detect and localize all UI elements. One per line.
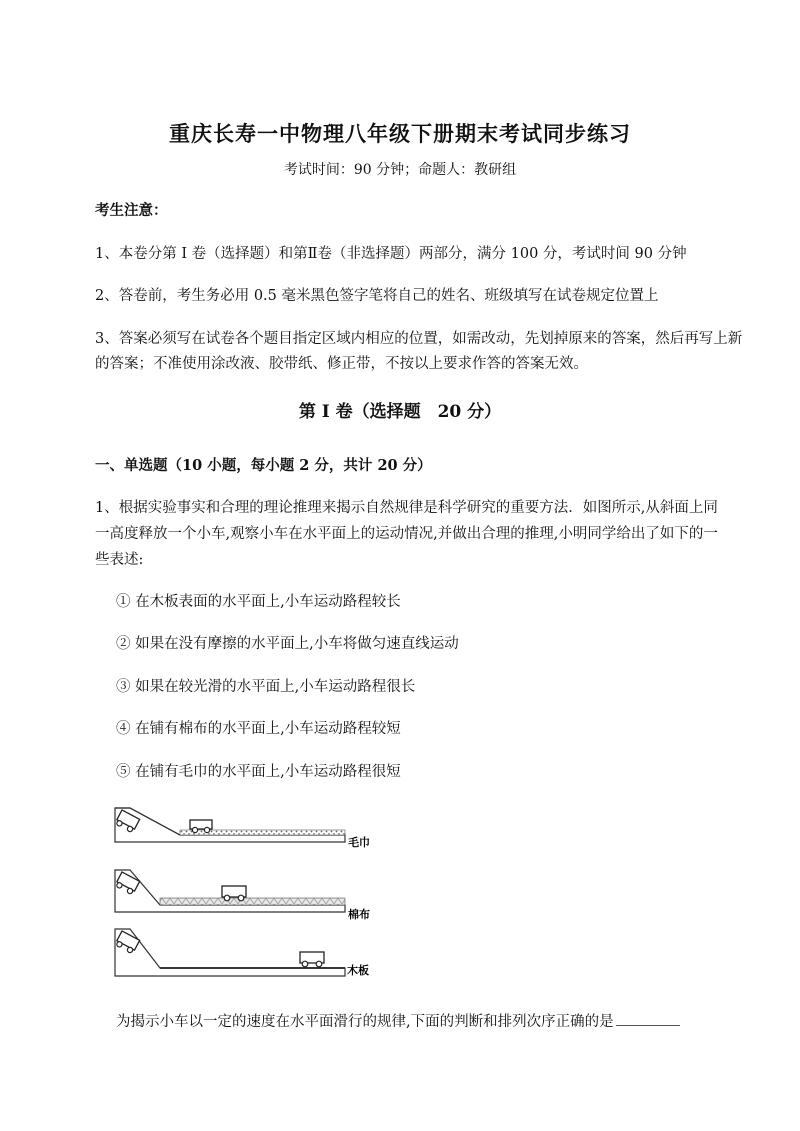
exam-info: 考试时间：90 分钟；命题人：教研组: [283, 162, 517, 178]
notice-item-3-cont: 的答案；不准使用涂改液、胶带纸、修正带，不按以上要求作答的答案无效。: [95, 356, 588, 372]
label-board: 木板: [347, 964, 369, 977]
towel-track: [115, 808, 370, 849]
answer-blank[interactable]: [616, 1011, 680, 1026]
notice-item-2: 2、答卷前，考生务必用 0.5 毫米黑色签字笔将自己的姓名、班级填写在试卷规定位置上: [95, 288, 659, 304]
board-track: [115, 929, 369, 977]
statement-2: ② 如果在没有摩擦的水平面上,小车将做匀速直线运动: [116, 636, 459, 652]
statement-4: ④ 在铺有棉布的水平面上,小车运动路程较短: [116, 721, 401, 737]
question-1-line-3: 些表述:: [95, 552, 144, 568]
label-cotton: 棉布: [348, 908, 370, 921]
question-1-prompt-text: 为揭示小车以一定的速度在水平面滑行的规律,下面的判断和排列次序正确的是: [116, 1014, 614, 1030]
cotton-track: [115, 870, 370, 921]
statement-3: ③ 如果在较光滑的水平面上,小车运动路程很长: [116, 679, 416, 695]
page-title: 重庆长寿一中物理八年级下册期末考试同步练习: [169, 121, 631, 146]
statement-1: ① 在木板表面的水平面上,小车运动路程较长: [116, 594, 401, 610]
notice-heading: 考生注意：: [95, 202, 168, 219]
notice-item-1: 1、本卷分第 I 卷（选择题）和第Ⅱ卷（非选择题）两部分，满分 100 分，考试时间 90 分钟: [95, 246, 687, 262]
label-towel: 毛巾: [348, 836, 370, 849]
question-1-line-1: 1、根据实验事实和合理的理论推理来揭示自然规律是科学研究的重要方法．如图所示,从斜面上同: [95, 500, 718, 516]
statement-5: ⑤ 在铺有毛巾的水平面上,小车运动路程很短: [116, 764, 401, 780]
question-1-prompt: [116, 1011, 680, 1032]
part-heading: 一、单选题（10 小题，每小题 2 分，共计 20 分）: [95, 457, 432, 474]
section-title: 第 I 卷（选择题 20 分）: [298, 402, 502, 422]
notice-item-3: 3、答案必须写在试卷各个题目指定区域内相应的位置，如需改动，先划掉原来的答案，然后再写上新: [95, 331, 743, 347]
question-1-line-2: 一高度释放一个小车,观察小车在水平面上的运动情况,并做出合理的推理,小明同学给出了如下的一: [95, 526, 718, 542]
incline-experiment-figure: [110, 800, 390, 990]
